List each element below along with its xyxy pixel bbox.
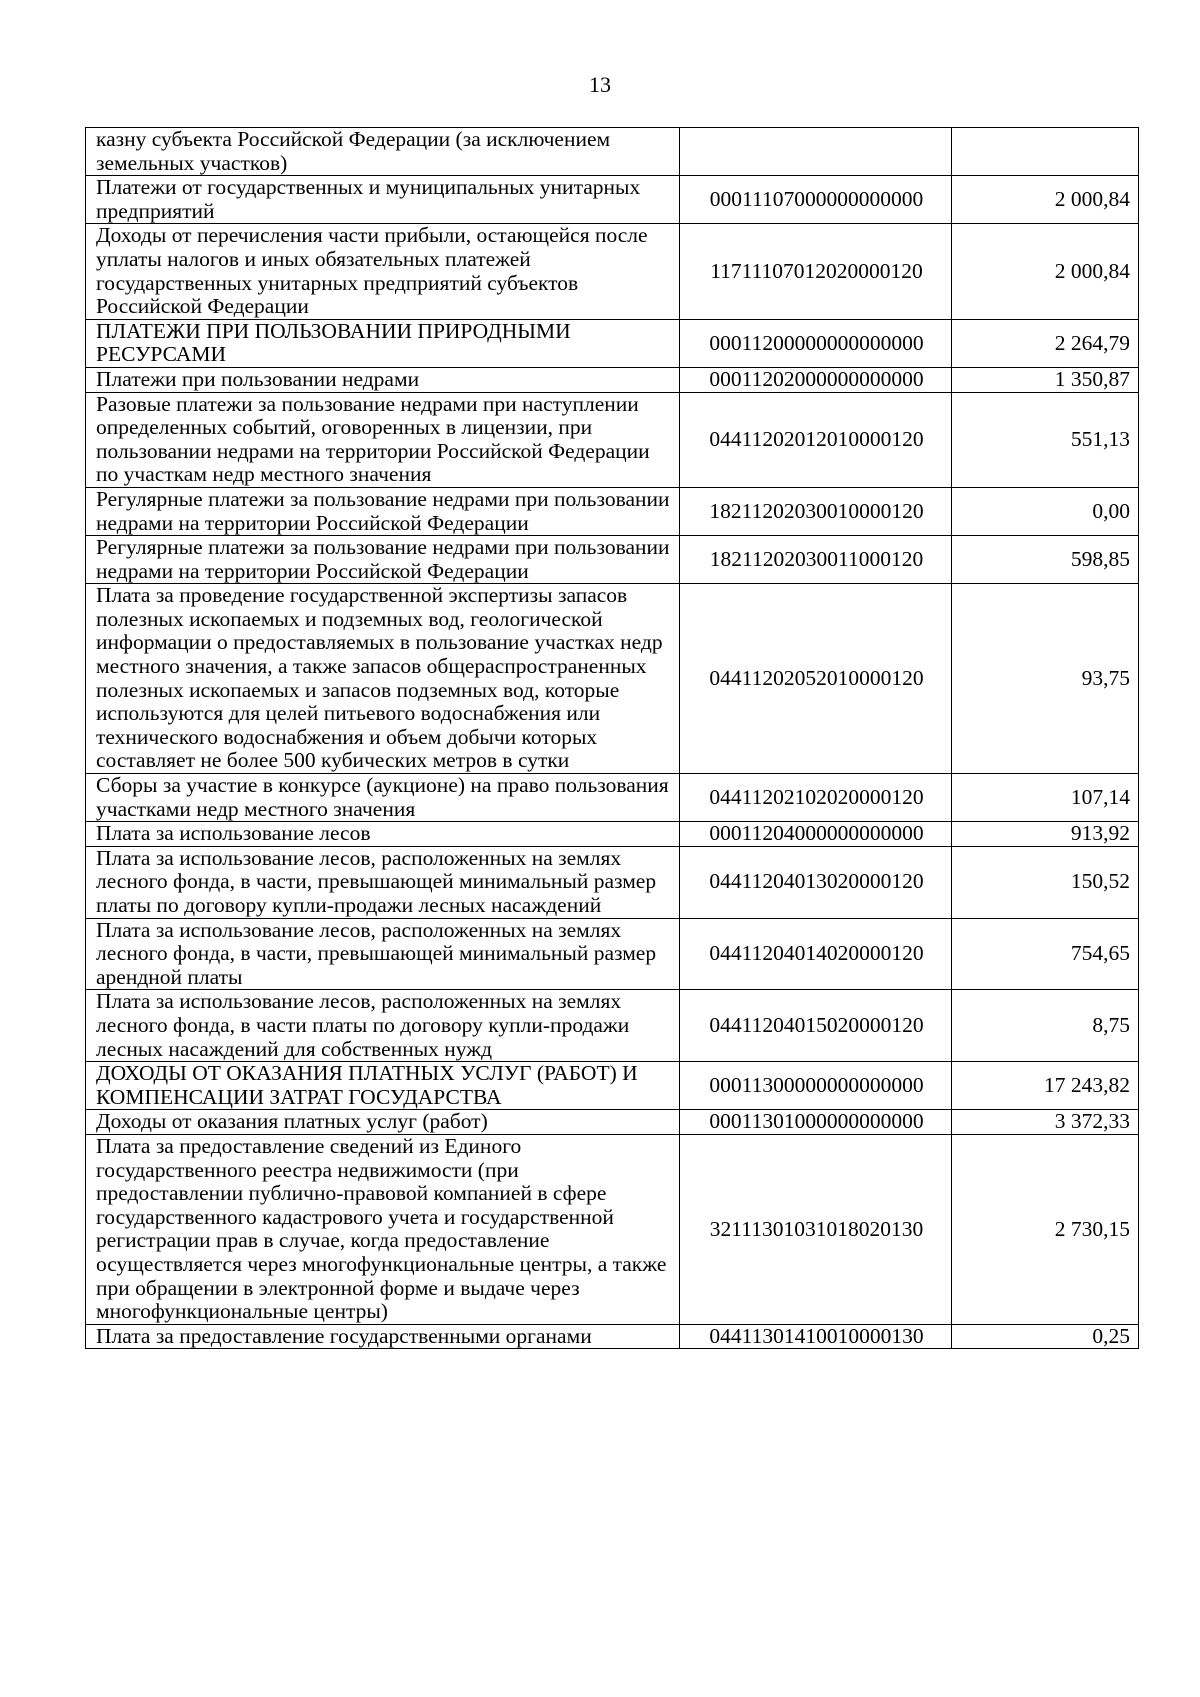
row-code: 04411202052010000120 (680, 584, 952, 774)
row-sum: 0,00 (952, 487, 1139, 535)
row-name: Плата за использование лесов, расположенных на землях лесного фонда, в части платы по договору купли-продажи лесных насаждений для собственных нужд (86, 990, 680, 1062)
row-sum: 17 243,82 (952, 1062, 1139, 1110)
row-sum: 93,75 (952, 584, 1139, 774)
row-sum: 2 000,84 (952, 224, 1139, 319)
table-row (86, 846, 1139, 918)
row-name: Разовые платежи за пользование недрами при наступлении определенных событий, оговоренных в лицензии, при пользовании недрами на территории Российской Федерации по участкам недр местного значения (86, 392, 680, 487)
row-code: 04411204013020000120 (680, 846, 952, 918)
row-sum: 107,14 (952, 774, 1139, 822)
row-code: 00011300000000000000 (680, 1062, 952, 1110)
table-row (86, 367, 1139, 392)
table-row (86, 392, 1139, 487)
row-code: 00011107000000000000 (680, 176, 952, 224)
table-row (86, 822, 1139, 847)
row-name: ПЛАТЕЖИ ПРИ ПОЛЬЗОВАНИИ ПРИРОДНЫМИ РЕСУРСАМИ (86, 319, 680, 367)
table-row (86, 1324, 1139, 1349)
row-sum: 1 350,87 (952, 367, 1139, 392)
table-row (86, 1110, 1139, 1135)
row-code: 04411202012010000120 (680, 392, 952, 487)
table-row (86, 1134, 1139, 1324)
row-sum: 551,13 (952, 392, 1139, 487)
row-code: 00011301000000000000 (680, 1110, 952, 1135)
row-name: Плата за предоставление сведений из Единого государственного реестра недвижимости (при предоставлении публично-правовой компанией в сфере государственного кадастрового учета и государственной регистрации прав в случае, когда предоставление осуществляется через многофункциональные центры, а также при обращении в электронной форме и выдаче через многофункциональные центры) (86, 1134, 680, 1324)
row-code: 00011204000000000000 (680, 822, 952, 847)
row-code: 00011202000000000000 (680, 367, 952, 392)
table-row (86, 224, 1139, 319)
row-code: 00011200000000000000 (680, 319, 952, 367)
row-sum: 2 730,15 (952, 1134, 1139, 1324)
row-sum: 754,65 (952, 918, 1139, 990)
revenue-table (85, 127, 1139, 1349)
row-code: 04411301410010000130 (680, 1324, 952, 1349)
row-code: 04411204014020000120 (680, 918, 952, 990)
row-sum: 0,25 (952, 1324, 1139, 1349)
row-sum: 8,75 (952, 990, 1139, 1062)
table-row (86, 918, 1139, 990)
row-sum: 2 264,79 (952, 319, 1139, 367)
row-code: 11711107012020000120 (680, 224, 952, 319)
row-name: Платежи при пользовании недрами (86, 367, 680, 392)
row-code: 32111301031018020130 (680, 1134, 952, 1324)
row-name: Сборы за участие в конкурсе (аукционе) на право пользования участками недр местного значения (86, 774, 680, 822)
row-code: 18211202030011000120 (680, 536, 952, 584)
row-sum: 150,52 (952, 846, 1139, 918)
row-name: Платежи от государственных и муниципальных унитарных предприятий (86, 176, 680, 224)
row-name: Доходы от перечисления части прибыли, остающейся после уплаты налогов и иных обязательных платежей государственных унитарных предприятий субъектов Российской Федерации (86, 224, 680, 319)
row-sum: 3 372,33 (952, 1110, 1139, 1135)
row-code: 18211202030010000120 (680, 487, 952, 535)
row-code: 04411204015020000120 (680, 990, 952, 1062)
row-name: казну субъекта Российской Федерации (за исключением земельных участков) (86, 128, 680, 176)
row-sum: 2 000,84 (952, 176, 1139, 224)
table-row (86, 990, 1139, 1062)
row-name: Регулярные платежи за пользование недрами при пользовании недрами на территории Российской Федерации (86, 536, 680, 584)
row-name: Доходы от оказания платных услуг (работ) (86, 1110, 680, 1135)
table-row (86, 774, 1139, 822)
row-code (680, 128, 952, 176)
row-name: Плата за использование лесов (86, 822, 680, 847)
row-sum: 598,85 (952, 536, 1139, 584)
table-row (86, 536, 1139, 584)
table-row (86, 584, 1139, 774)
page-number: 13 (589, 72, 611, 97)
table-row (86, 319, 1139, 367)
row-name: ДОХОДЫ ОТ ОКАЗАНИЯ ПЛАТНЫХ УСЛУГ (РАБОТ) И КОМПЕНСАЦИИ ЗАТРАТ ГОСУДАРСТВА (86, 1062, 680, 1110)
row-code: 04411202102020000120 (680, 774, 952, 822)
row-sum (952, 128, 1139, 176)
table-row (86, 1062, 1139, 1110)
row-name: Плата за использование лесов, расположенных на землях лесного фонда, в части, превышающей минимальный размер арендной платы (86, 918, 680, 990)
table-row (86, 176, 1139, 224)
row-sum: 913,92 (952, 822, 1139, 847)
row-name: Плата за проведение государственной экспертизы запасов полезных ископаемых и подземных вод, геологической информации о предоставляемых в пользование участках недр местного значения, а также запасов общераспространенных полезных ископаемых и запасов подземных вод, которые используются для целей питьевого водоснабжения или технического водоснабжения и объем добычи которых составляет не более 500 кубических метров в сутки (86, 584, 680, 774)
table-row (86, 487, 1139, 535)
revenue-table-body (86, 128, 1139, 1349)
table-row (86, 128, 1139, 176)
row-name: Регулярные платежи за пользование недрами при пользовании недрами на территории Российской Федерации (86, 487, 680, 535)
row-name: Плата за использование лесов, расположенных на землях лесного фонда, в части, превышающей минимальный размер платы по договору купли-продажи лесных насаждений (86, 846, 680, 918)
row-name: Плата за предоставление государственными органами (86, 1324, 680, 1349)
